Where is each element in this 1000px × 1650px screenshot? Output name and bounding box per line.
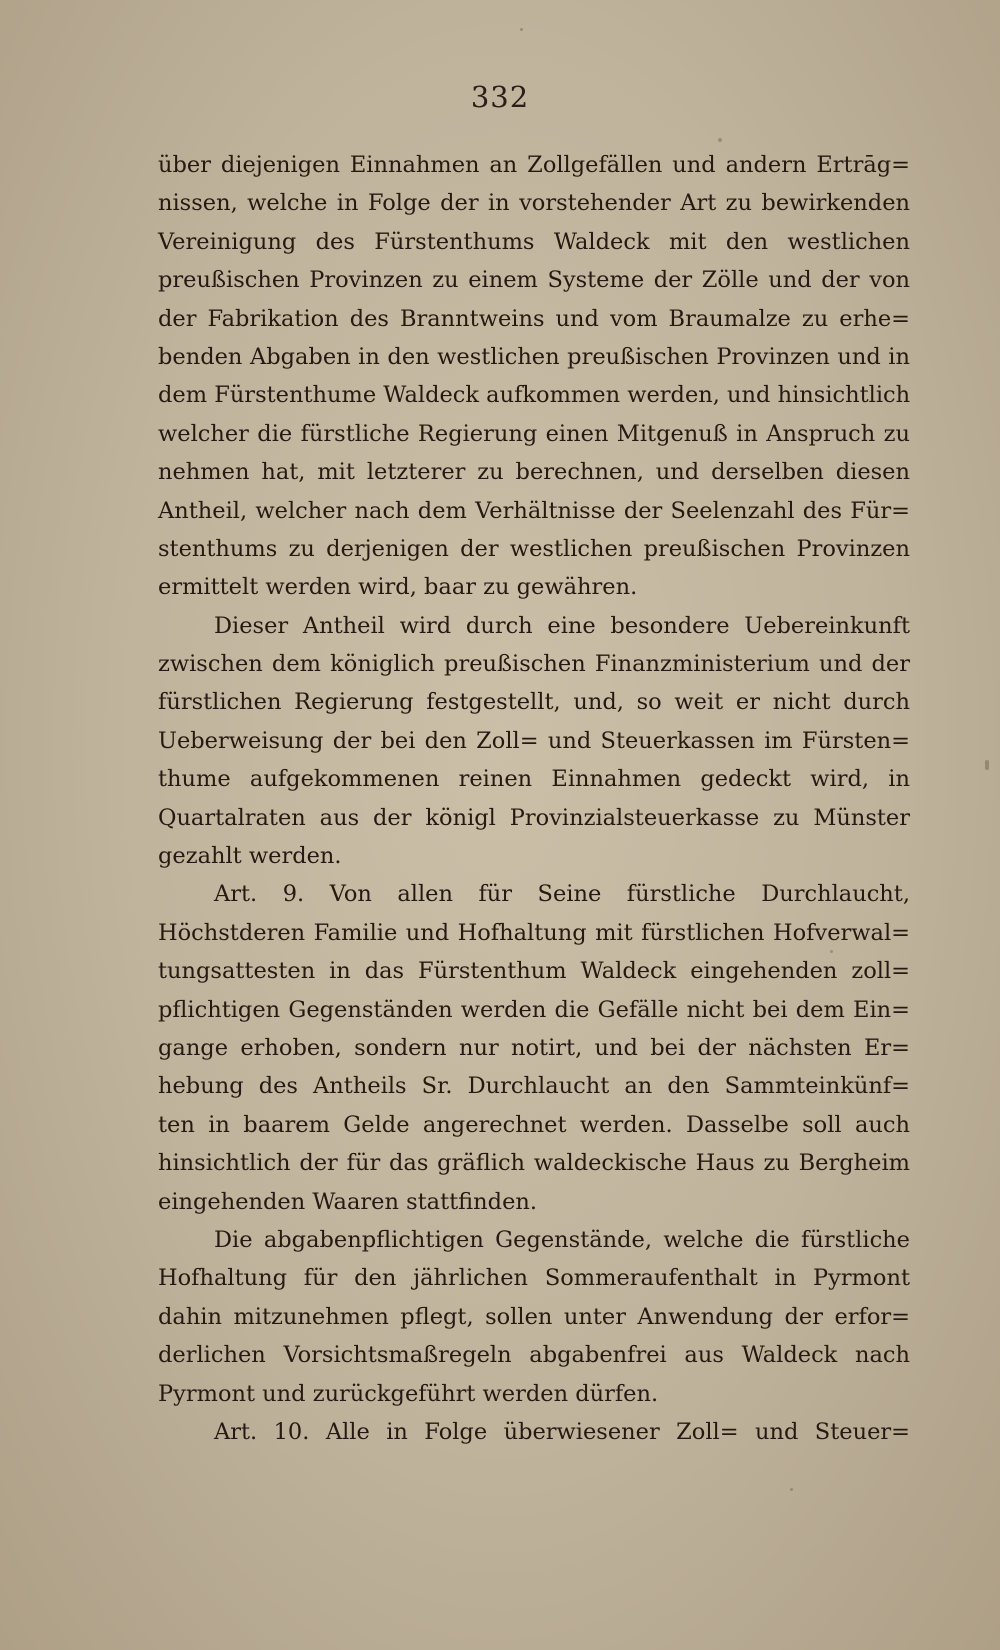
text-line: hinsichtlich der für das gräflich waldeckische Haus zu Bergheim (158, 1150, 910, 1177)
paper-blemish (985, 760, 989, 770)
text-line: eingehenden Waaren stattfinden. (158, 1188, 538, 1215)
text-line: Die abgabenpflichtigen Gegenstände, welche die fürstliche (214, 1226, 910, 1253)
text-line: Quartalraten aus der königl Provinzialsteuerkasse zu Münster (158, 804, 910, 831)
text-line: thume aufgekommenen reinen Einnahmen gedeckt wird, in (158, 766, 910, 793)
text-line: Hofhaltung für den jährlichen Sommeraufenthalt in Pyrmont (158, 1265, 910, 1292)
text-line: welcher die fürstliche Regierung einen Mitgenuß in Anspruch zu (158, 420, 910, 447)
text-line: ermittelt werden wird, baar zu gewähren. (158, 574, 638, 601)
text-line: preußischen Provinzen zu einem Systeme der Zölle und der von (158, 267, 910, 294)
text-line: Ueberweisung der bei den Zoll= und Steuerkassen im Fürsten= (158, 727, 910, 754)
text-line: pflichtigen Gegenständen werden die Gefälle nicht bei dem Ein= (158, 996, 910, 1023)
text-line: stenthums zu derjenigen der westlichen preußischen Provinzen (158, 535, 910, 562)
text-line: ten in baarem Gelde angerechnet werden. Dasselbe soll auch (158, 1111, 910, 1138)
text-line: über diejenigen Einnahmen an Zollgefällen und andern Ertrāg= (158, 152, 910, 178)
text-line: gange erhoben, sondern nur notirt, und bei der nächsten Er= (158, 1034, 910, 1061)
text-line: Vereinigung des Fürstenthums Waldeck mit den westlichen (158, 228, 910, 255)
text-line: Art. 9. Von allen für Seine fürstliche Durchlaucht, (214, 881, 910, 908)
text-line: dem Fürstenthume Waldeck aufkommen werden, und hinsichtlich (158, 382, 911, 409)
text-line: tungsattesten in das Fürstenthum Waldeck eingehenden zoll= (158, 958, 910, 985)
text-line: zwischen dem königlich preußischen Finanzministerium und der (158, 651, 910, 678)
text-line: hebung des Antheils Sr. Durchlaucht an den Sammteinkünf= (158, 1073, 910, 1100)
text-line: Höchstderen Familie und Hofhaltung mit fürstlichen Hofverwal= (158, 919, 910, 946)
text-line: fürstlichen Regierung festgestellt, und, so weit er nicht durch (158, 689, 910, 716)
page-number: 332 (470, 80, 530, 114)
text-line: gezahlt werden. (158, 843, 342, 870)
text-line: dahin mitzunehmen pflegt, sollen unter Anwendung der erfor= (158, 1303, 910, 1330)
text-line: nehmen hat, mit letzterer zu berechnen, und derselben diesen (158, 459, 910, 486)
text-line: Antheil, welcher nach dem Verhältnisse der Seelenzahl des Für= (158, 497, 910, 524)
text-line: Dieser Antheil wird durch eine besondere Uebereinkunft (214, 612, 910, 639)
text-line: nissen, welche in Folge der in vorstehender Art zu bewirkenden (158, 190, 910, 217)
text-line: der Fabrikation des Branntweins und vom Braumalze zu erhe= (158, 305, 910, 332)
paper-blemish (790, 1488, 793, 1491)
text-line: Art. 10. Alle in Folge überwiesener Zoll= und Steuer= (214, 1418, 910, 1445)
paper-blemish (520, 28, 523, 31)
text-line: derlichen Vorsichtsmaßregeln abgabenfrei aus Waldeck nach (158, 1342, 910, 1369)
paper-blemish (718, 138, 722, 142)
body-text (158, 146, 910, 1451)
text-line: Pyrmont und zurückgeführt werden dürfen. (158, 1380, 659, 1407)
text-line: benden Abgaben in den westlichen preußischen Provinzen und in (158, 343, 910, 370)
